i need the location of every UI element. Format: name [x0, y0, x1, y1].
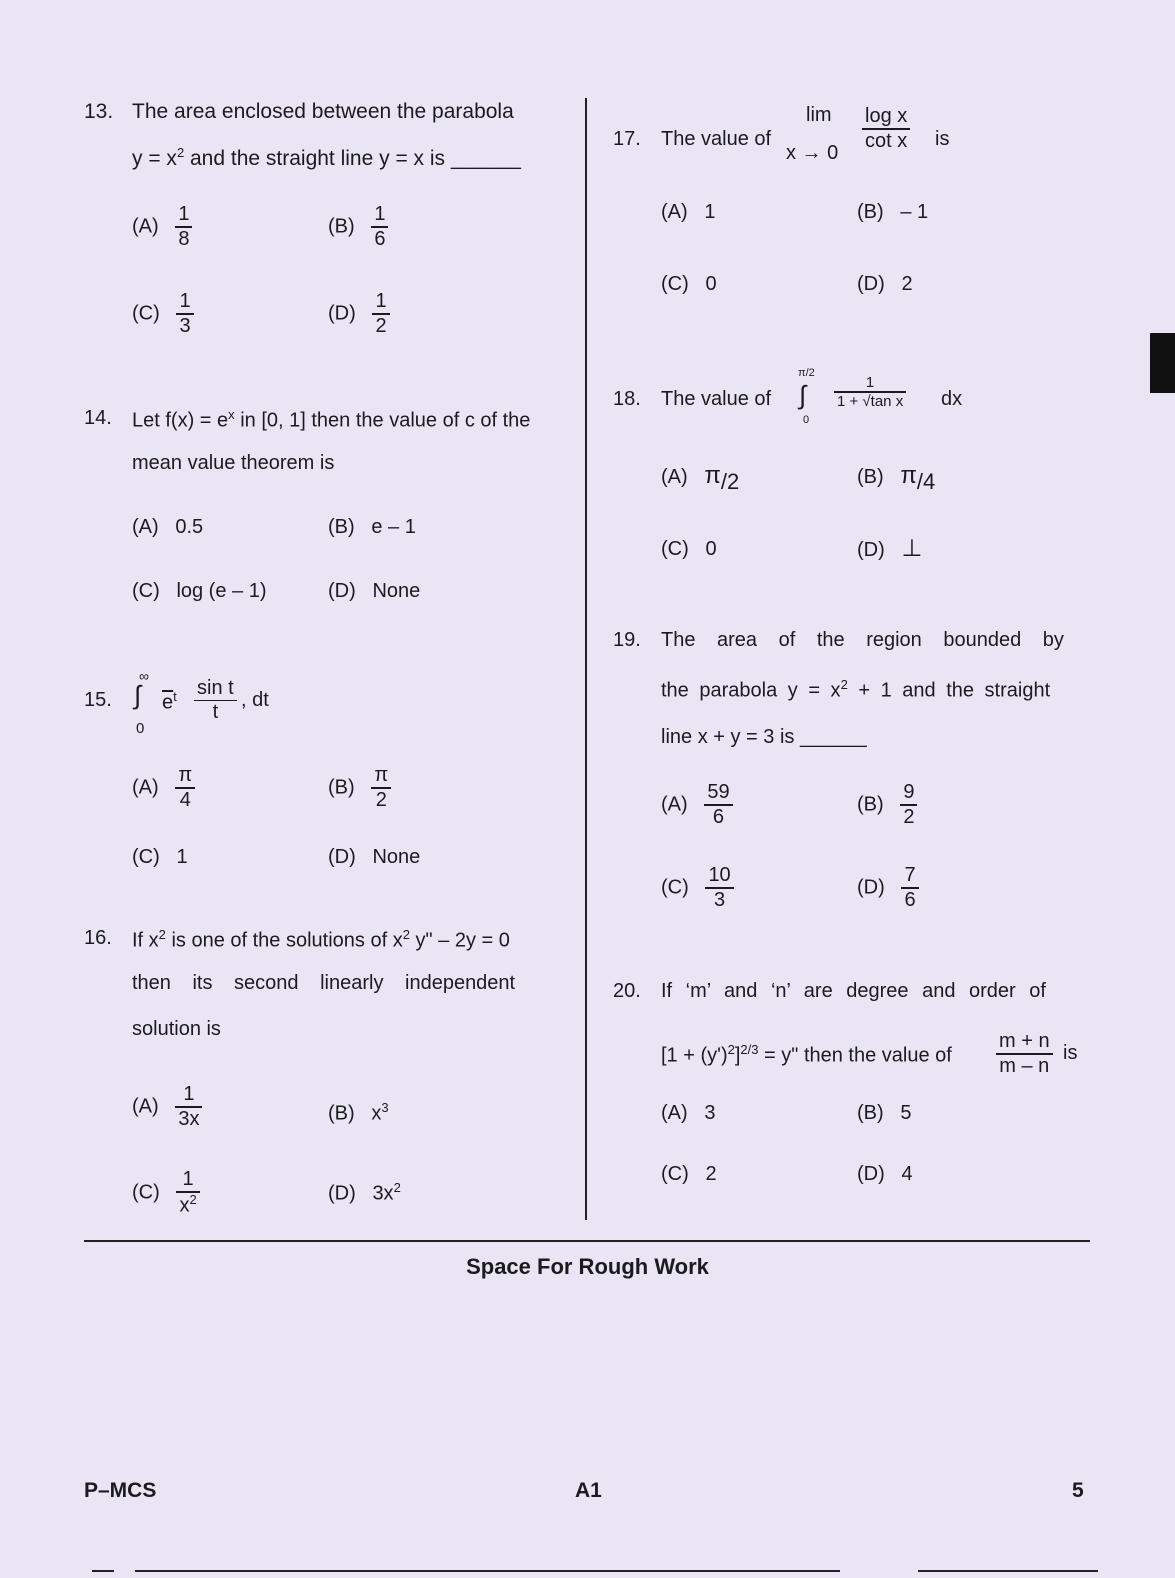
- question-text: If ‘m’ and ‘n’ are degree and order of: [661, 980, 1046, 1002]
- question-text: mean value theorem is: [132, 452, 335, 474]
- integral-upper-limit: π/2: [798, 367, 815, 379]
- integrand-fraction: $\frac{1}{\text{1 + √tan x}}$: [834, 374, 906, 411]
- limit-lim: lim: [806, 104, 832, 126]
- question-text: $y = x^2$ and the straight line y = x is ______: [132, 145, 521, 170]
- option-a[interactable]: (A) π/2: [661, 462, 740, 494]
- question-text: The area of the region bounded by: [661, 629, 1064, 651]
- question-number: 14.: [84, 407, 112, 429]
- footer-rule: [918, 1570, 1098, 1572]
- question-text: $[1 + (y')^2]^{2/3} = y$" then the value of: [661, 1042, 952, 1067]
- question-tail: is: [935, 128, 950, 150]
- option-c[interactable]: (C) 2: [661, 1163, 717, 1185]
- column-divider: [585, 98, 587, 1220]
- integrand: $\overline{e}^t$: [162, 689, 177, 714]
- option-b[interactable]: (B) 5: [857, 1102, 912, 1124]
- option-d[interactable]: (D) 4: [857, 1163, 913, 1185]
- integral-sign: ∫: [799, 380, 807, 410]
- option-c[interactable]: (C) log (e – 1): [132, 580, 267, 602]
- page-side-tab-mark: [1150, 333, 1175, 393]
- option-b[interactable]: (B) $\frac{1}{6}$: [328, 203, 388, 251]
- integrand-fraction: $\frac{\text{sin t}}{t}$: [194, 677, 237, 724]
- rough-work-divider: [84, 1240, 1090, 1242]
- option-b[interactable]: (B) $\frac{9}{2}$: [857, 781, 917, 829]
- question-text: Let $f(x) = e^x$ in [0, 1] then the value of c of the: [132, 407, 531, 432]
- option-b[interactable]: (B) $x^3$: [328, 1100, 389, 1125]
- option-c[interactable]: (C) 0: [661, 273, 717, 295]
- option-b[interactable]: (B) π/4: [857, 462, 936, 494]
- question-text: then its second linearly independent: [132, 972, 516, 994]
- question-text: The value of: [661, 388, 772, 410]
- question-number: 16.: [84, 927, 112, 949]
- order-fraction: $\frac{m + n}{m - n}$: [996, 1030, 1053, 1078]
- rough-work-heading: Space For Rough Work: [466, 1254, 709, 1279]
- option-c[interactable]: (C) $\frac{1}{3}$: [132, 290, 194, 338]
- option-b[interactable]: (B) $\frac{\pi}{2}$: [328, 764, 391, 812]
- question-text: The value of: [661, 128, 772, 150]
- option-a[interactable]: (A) $\frac{\pi}{4}$: [132, 764, 195, 812]
- question-text: If $x^2$ is one of the solutions of $x^2$ y" – 2y = 0: [132, 927, 510, 952]
- question-number: 19.: [613, 629, 641, 651]
- option-b[interactable]: (B) – 1: [857, 201, 929, 223]
- option-c[interactable]: (C) $\frac{10}{3}$: [661, 864, 734, 912]
- limit-subscript: x → 0: [786, 142, 839, 164]
- option-b[interactable]: (B) e – 1: [328, 516, 416, 538]
- integral-lower-limit: 0: [136, 720, 145, 737]
- question-text: The area enclosed between the parabola: [132, 100, 514, 123]
- question-text: solution is: [132, 1018, 221, 1040]
- question-text: the parabola $y = x^2 + 1$ and the straight: [661, 677, 1051, 702]
- option-d[interactable]: (D) ⊥: [857, 535, 923, 562]
- footer-code: P–MCS: [84, 1479, 157, 1502]
- option-c[interactable]: (C) 1: [132, 846, 188, 868]
- option-a[interactable]: (A) $\frac{1}{8}$: [132, 203, 192, 251]
- option-c[interactable]: (C) 0: [661, 538, 717, 560]
- question-number: 15.: [84, 689, 112, 711]
- limit-fraction: $\frac{\text{log x}}{\text{cot x}}$: [862, 105, 910, 153]
- footer-series: A1: [575, 1479, 602, 1502]
- option-c[interactable]: (C) $\frac{1}{x^2}$: [132, 1168, 200, 1218]
- option-a[interactable]: (A) $\frac{1}{3x}$: [132, 1083, 202, 1131]
- option-d[interactable]: (D) $\frac{7}{6}$: [857, 864, 919, 912]
- option-a[interactable]: (A) 1: [661, 201, 716, 223]
- option-d[interactable]: (D) 2: [857, 273, 913, 295]
- integral-upper-limit: ∞: [139, 668, 149, 684]
- option-d[interactable]: (D) $\frac{1}{2}$: [328, 290, 390, 338]
- footer-page-number: 5: [1072, 1479, 1084, 1502]
- question-number: 13.: [84, 100, 114, 123]
- integral-sign: ∫: [134, 680, 142, 710]
- question-number: 18.: [613, 388, 641, 410]
- integral-tail: dx: [941, 388, 963, 410]
- question-number: 17.: [613, 128, 641, 150]
- option-d[interactable]: (D) $3x^2$: [328, 1180, 401, 1205]
- footer-rule: [135, 1570, 840, 1572]
- integral-tail: , dt: [241, 689, 269, 711]
- option-a[interactable]: (A) 0.5: [132, 516, 204, 538]
- integral-lower-limit: 0: [803, 414, 810, 426]
- option-a[interactable]: (A) 3: [661, 1102, 716, 1124]
- question-text: line x + y = 3 is ______: [661, 726, 867, 748]
- option-d[interactable]: (D) None: [328, 580, 421, 602]
- option-d[interactable]: (D) None: [328, 846, 421, 868]
- option-a[interactable]: (A) $\frac{59}{6}$: [661, 781, 733, 829]
- question-tail: is: [1063, 1042, 1078, 1064]
- footer-rule: [92, 1570, 114, 1572]
- question-number: 20.: [613, 980, 641, 1002]
